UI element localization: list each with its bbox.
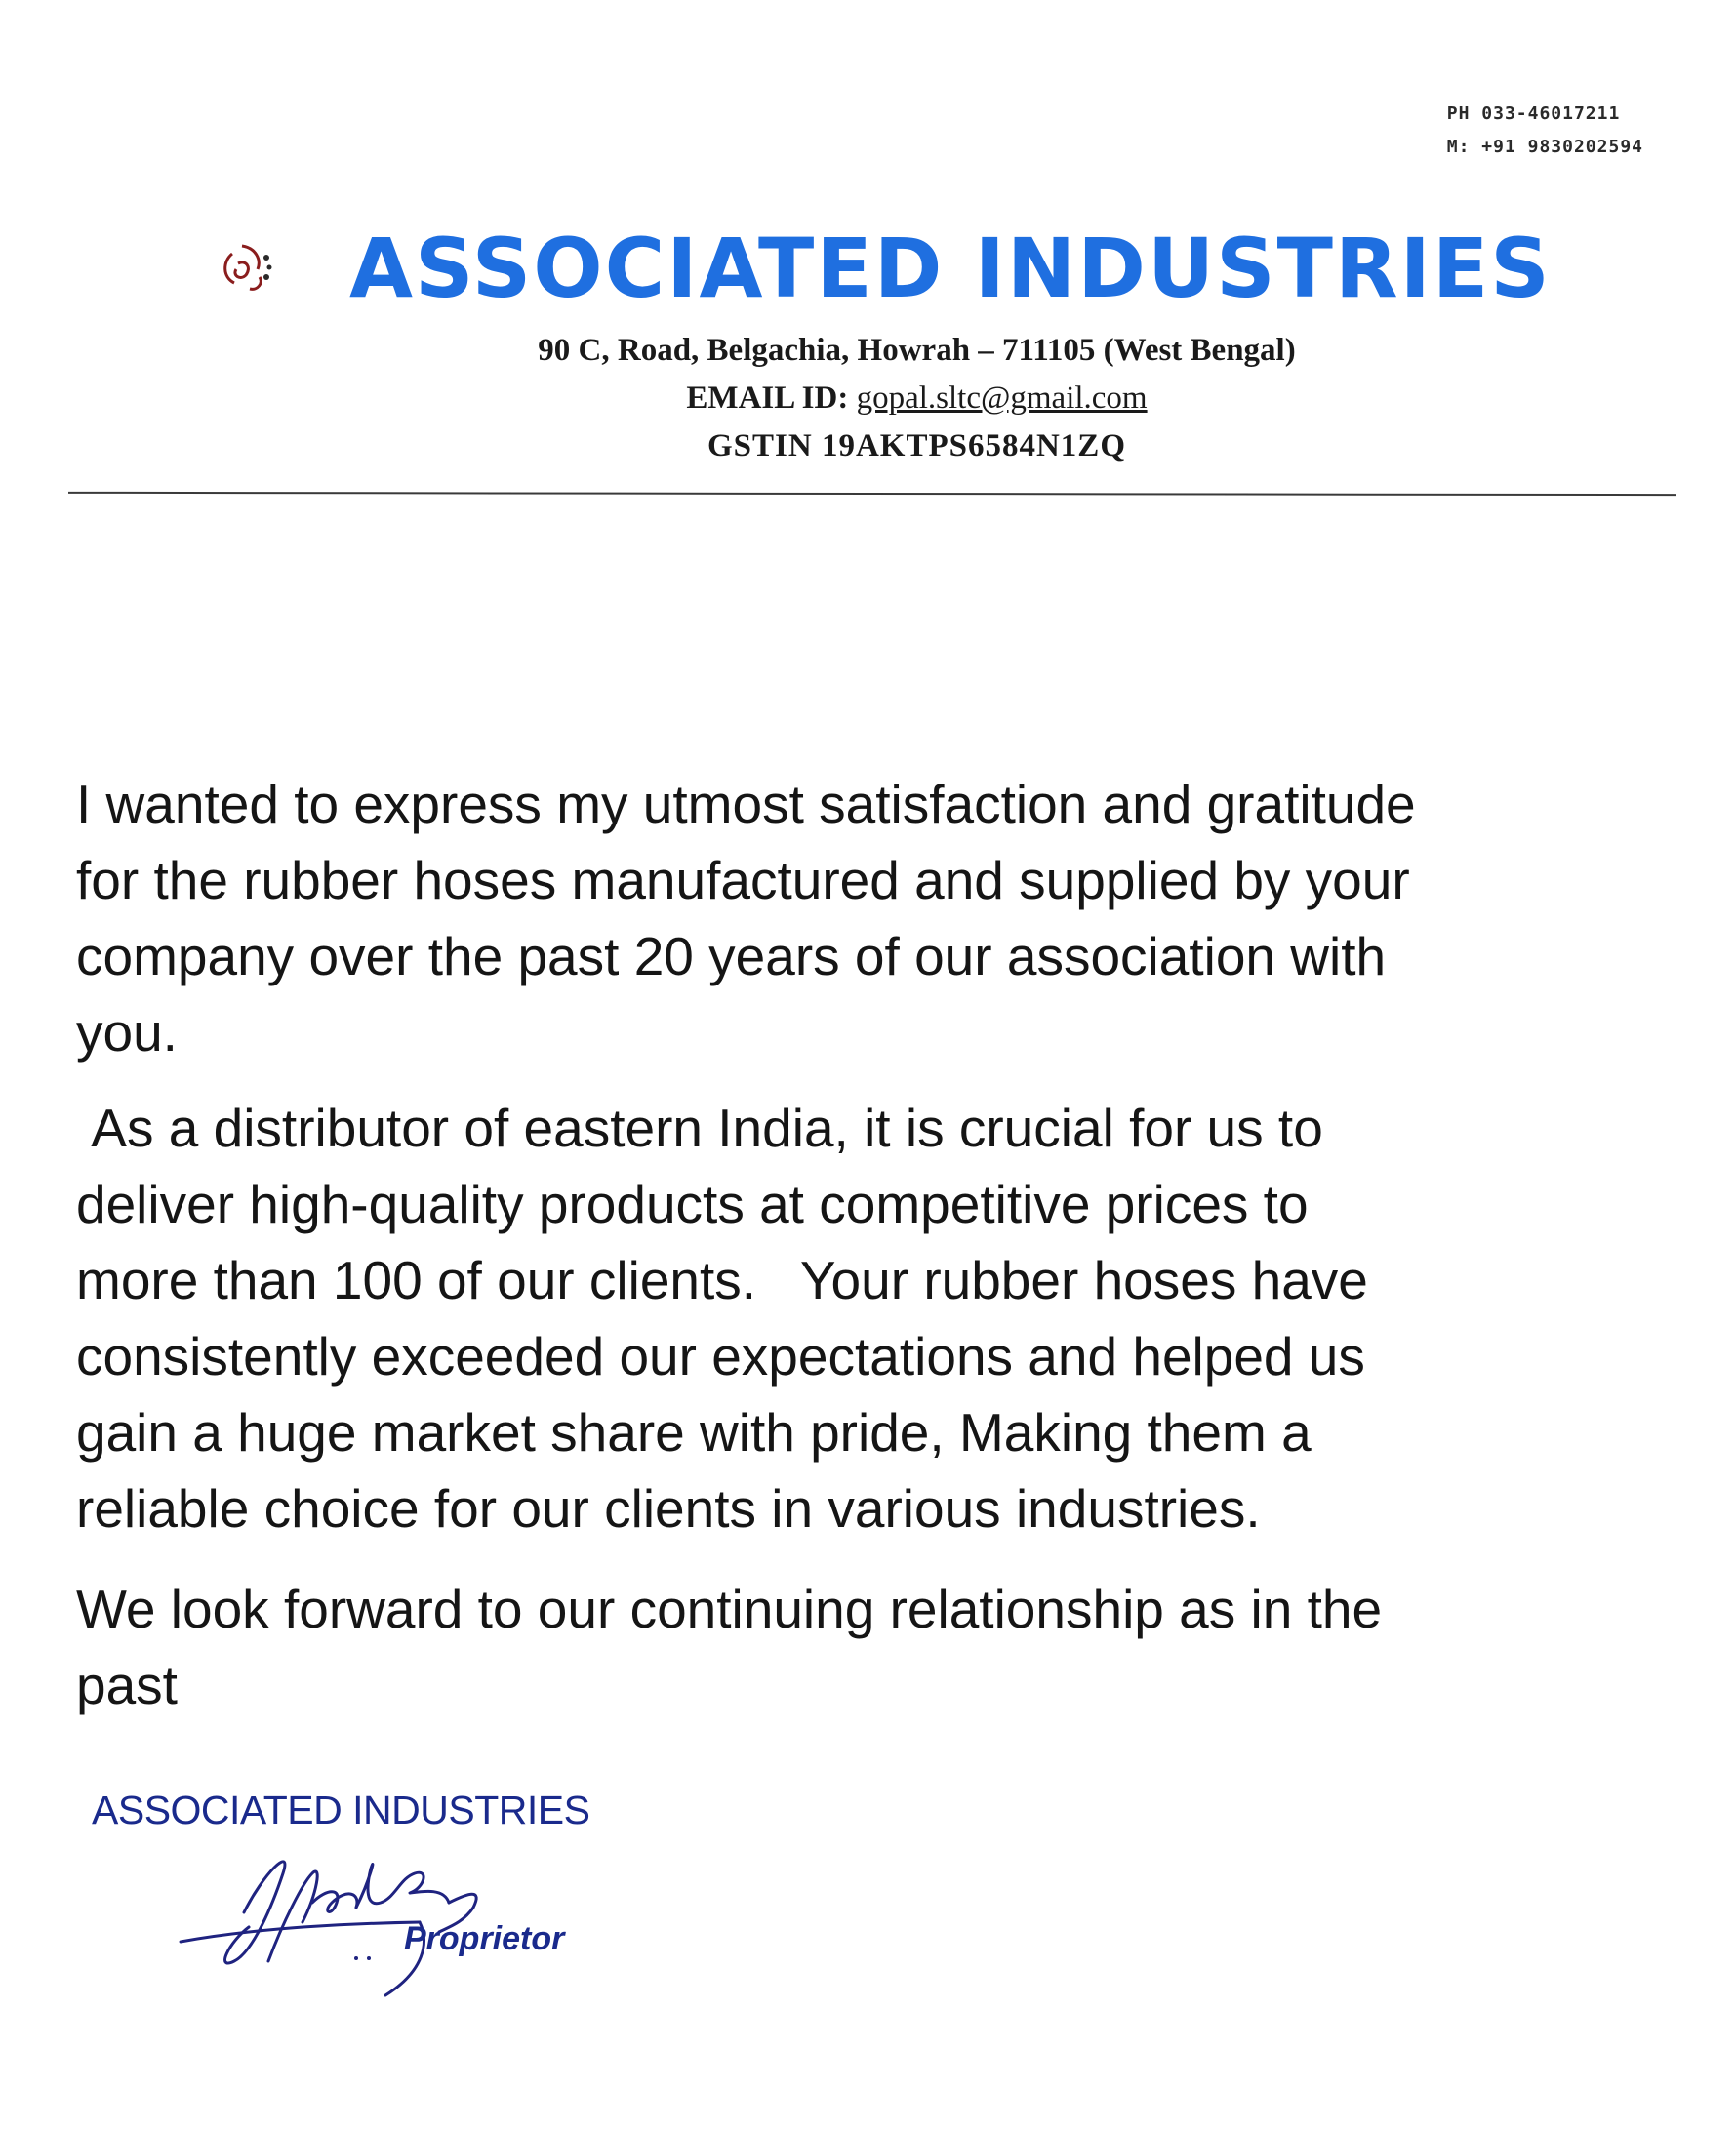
signatory-role: Proprietor <box>404 1920 565 1957</box>
gstin-number: GSTIN 19AKTPS6584N1ZQ <box>707 428 1126 463</box>
body-paragraph-1: I wanted to express my utmost satisfaction and gratitude for the rubber hoses manufactured and supplied by your company over the past 20 years of our association with you. <box>76 774 1416 1063</box>
company-address: 90 C, Road, Belgachia, Howrah – 711105 (West Bengal) <box>538 333 1296 368</box>
handwritten-signature <box>176 1834 527 2000</box>
body-paragraph-3: We look forward to our continuing relationship as in the past <box>76 1579 1383 1715</box>
contact-block <box>1447 98 1643 164</box>
email-link[interactable]: gopal.sltc@gmail.com <box>856 381 1148 416</box>
letter-body <box>76 766 1540 1723</box>
phone-number: PH 033-46017211 <box>1446 103 1621 124</box>
mobile-number: M: +91 9830202594 <box>1446 137 1643 157</box>
company-name: ASSOCIATED INDUSTRIES <box>349 221 1552 316</box>
address-block <box>0 327 1736 470</box>
company-logo-icon <box>213 234 279 301</box>
body-paragraph-2: As a distributor of eastern India, it is crucial for us to deliver high-quality products at competitive prices to more than 100 of our clients. Your rubber hoses have consistently exceeded our expectations and helped us gain a huge market share with pride, Making them a reliable choice for our clients in various industries. <box>76 1098 1368 1539</box>
email-line <box>98 375 1736 422</box>
letterhead-divider <box>68 492 1676 496</box>
email-label: EMAIL ID: <box>686 381 857 416</box>
letterhead-title-row <box>0 215 1736 322</box>
signature-company-name: ASSOCIATED INDUSTRIES <box>92 1788 590 1832</box>
